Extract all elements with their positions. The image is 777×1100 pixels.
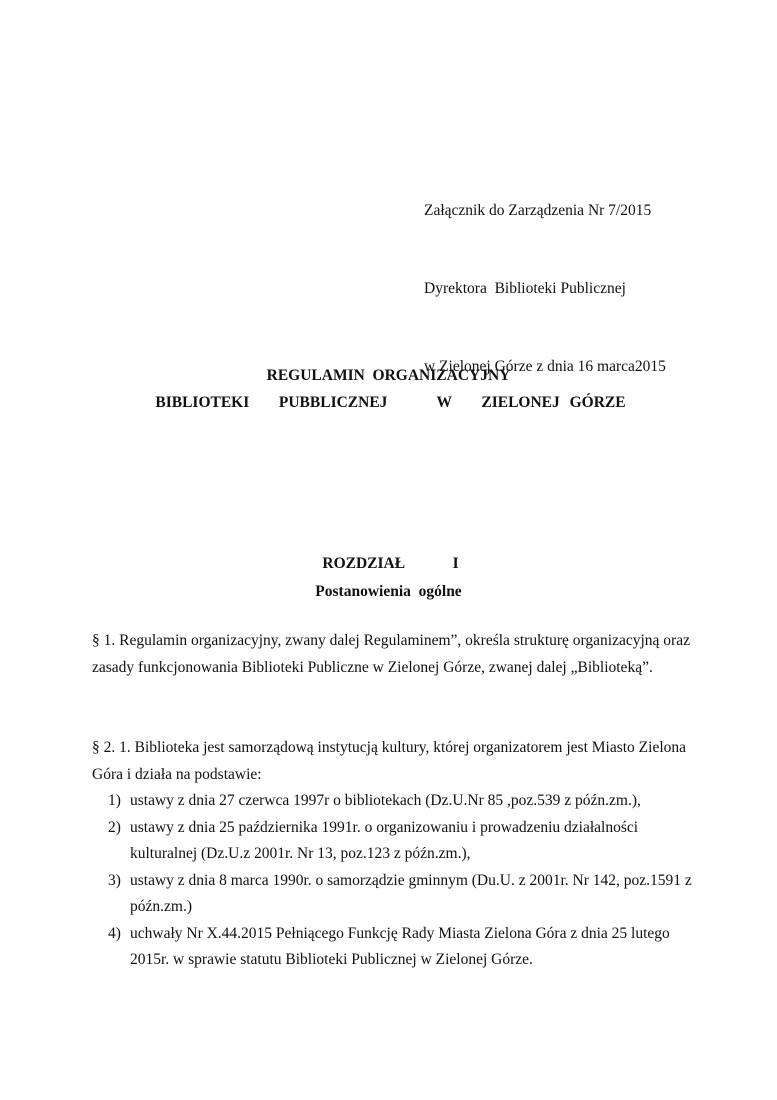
section-1-paragraph: § 1. Regulamin organizacyjny, zwany dalej Regulaminem”, określa strukturę organizacyjną oraz zasady funkcjonowania Biblioteki Publiczne w Zielonej Górze, zwanej dalej „Biblioteką”. (92, 632, 690, 676)
list-item-text: ustawy z dnia 27 czerwca 1997r o bibliotekach (Dz.U.Nr 85 ,poz.539 z późn.zm.), (130, 792, 641, 809)
title-line-1: REGULAMIN ORGANIZACYJNY (266, 367, 511, 384)
list-item-text: ustawy z dnia 8 marca 1990r. o samorządzie gminnym (Du.U. z 2001r. Nr 142, poz.1591 z późn.zm.) (130, 871, 692, 915)
list-item (92, 788, 692, 815)
list-item (92, 868, 692, 921)
document-title (0, 362, 777, 416)
list-item (92, 921, 692, 974)
section-2-intro: § 2. 1. Biblioteka jest samorządową instytucją kultury, której organizatorem jest Miasto Zielona Góra i działa na podstawie: (92, 739, 687, 783)
annex-line-1: Załącznik do Zarządzenia Nr 7/2015 (424, 202, 652, 219)
list-item-number: 1) (108, 792, 121, 809)
title-line-2: BIBLIOTEKI PUBBLICZNEJ W ZIELONEJ GÓRZE (155, 394, 626, 411)
annex-line-2: Dyrektora Biblioteki Publicznej (424, 280, 626, 297)
annex-line-3: w Zielonej Górze z dnia 16 marca2015 (424, 358, 666, 375)
chapter-name: Postanowienia ogólne (315, 583, 462, 600)
list-item-text: ustawy z dnia 25 października 1991r. o organizowaniu i prowadzeniu działalności kulturalnej (Dz.U.z 2001r. Nr 13, poz.123 z późn.zm.), (130, 818, 639, 862)
chapter-number: ROZDZIAŁ I (322, 555, 459, 572)
section-2-list (92, 788, 692, 974)
list-item (92, 815, 692, 868)
list-item-number: 2) (108, 818, 121, 836)
list-item-number: 3) (108, 871, 121, 889)
list-item-text: uchwały Nr X.44.2015 Pełniącego Funkcję Rady Miasta Zielona Góra z dnia 25 lutego 2015r. w sprawie statutu Biblioteki Publicznej w Zielonej Górze. (130, 924, 670, 968)
list-item-number: 4) (108, 924, 121, 942)
chapter-heading (0, 550, 777, 606)
